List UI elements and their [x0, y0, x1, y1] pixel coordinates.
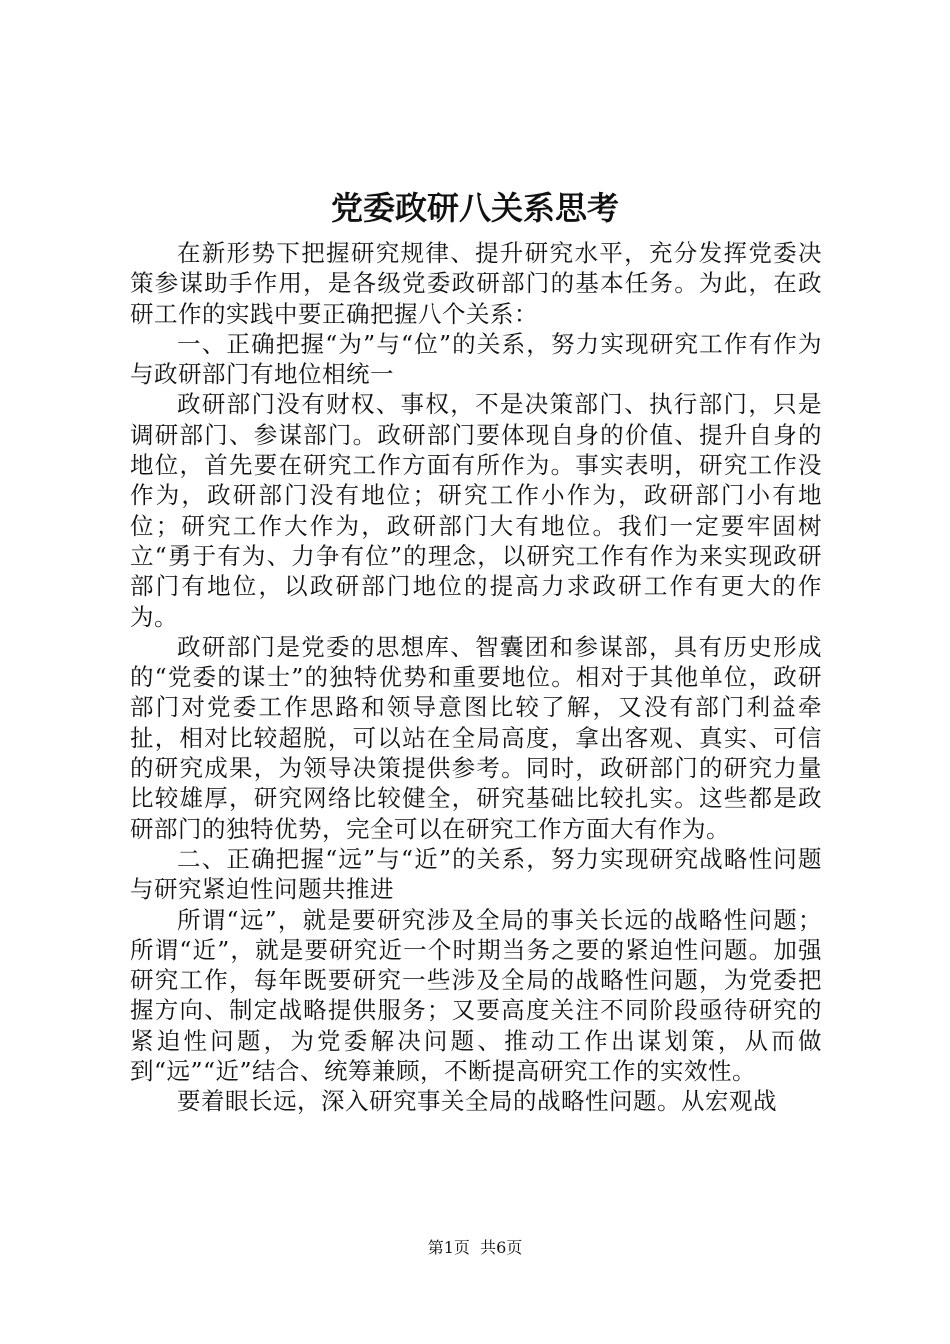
- page-total: 共6页: [480, 1238, 523, 1257]
- paragraph: 所谓“远”，就是要研究涉及全局的事关长远的战略性问题；所谓“近”，就是要研究近一个时期当务之要的紧迫性问题。加强研究工作，每年既要研究一些涉及全局的战略性问题，为党委把握方向、制定战略提供服务；又要高度关注不同阶段亟待研究的紧迫性问题，为党委解决问题、推动工作出谋划策，从而做到“远”“近”结合、统筹兼顾，不断提高研究工作的实效性。: [130, 905, 822, 1086]
- section-heading-2: 二、正确把握“远”与“近”的关系，努力实现研究战略性问题与研究紧迫性问题共推进: [130, 844, 822, 904]
- page-footer: [0, 1236, 950, 1260]
- paragraph-intro: 在新形势下把握研究规律、提升研究水平，充分发挥党委决策参谋助手作用，是各级党委政研部门的基本任务。为此，在政研工作的实践中要正确把握八个关系：: [130, 239, 822, 328]
- section-heading-1: 一、正确把握“为”与“位”的关系，努力实现研究工作有作为与政研部门有地位相统一: [130, 329, 822, 389]
- page-number: 第1页: [427, 1238, 470, 1257]
- paragraph: 要着眼长远，深入研究事关全局的战略性问题。从宏观战: [177, 1087, 777, 1116]
- document-title: 党委政研八关系思考: [330, 189, 619, 227]
- paragraph: 政研部门是党委的思想库、智囊团和参谋部，具有历史形成的“党委的谋士”的独特优势和重要地位。相对于其他单位，政研部门对党委工作思路和领导意图比较了解，又没有部门利益牵扯，相对比较超脱，可以站在全局高度，拿出客观、真实、可信的研究成果，为领导决策提供参考。同时，政研部门的研究力量比较雄厚，研究网络比较健全，研究基础比较扎实。这些都是政研部门的独特优势，完全可以在研究工作方面大有作为。: [130, 632, 822, 843]
- paragraph: 政研部门没有财权、事权，不是决策部门、执行部门，只是调研部门、参谋部门。政研部门要体现自身的价值、提升自身的地位，首先要在研究工作方面有所作为。事实表明，研究工作没作为，政研部门没有地位；研究工作小作为，政研部门小有地位；研究工作大作为，政研部门大有地位。我们一定要牢固树立“勇于有为、力争有位”的理念，以研究工作有作为来实现政研部门有地位，以政研部门地位的提高力求政研工作有更大的作为。: [130, 390, 822, 631]
- document-body: [130, 238, 822, 1117]
